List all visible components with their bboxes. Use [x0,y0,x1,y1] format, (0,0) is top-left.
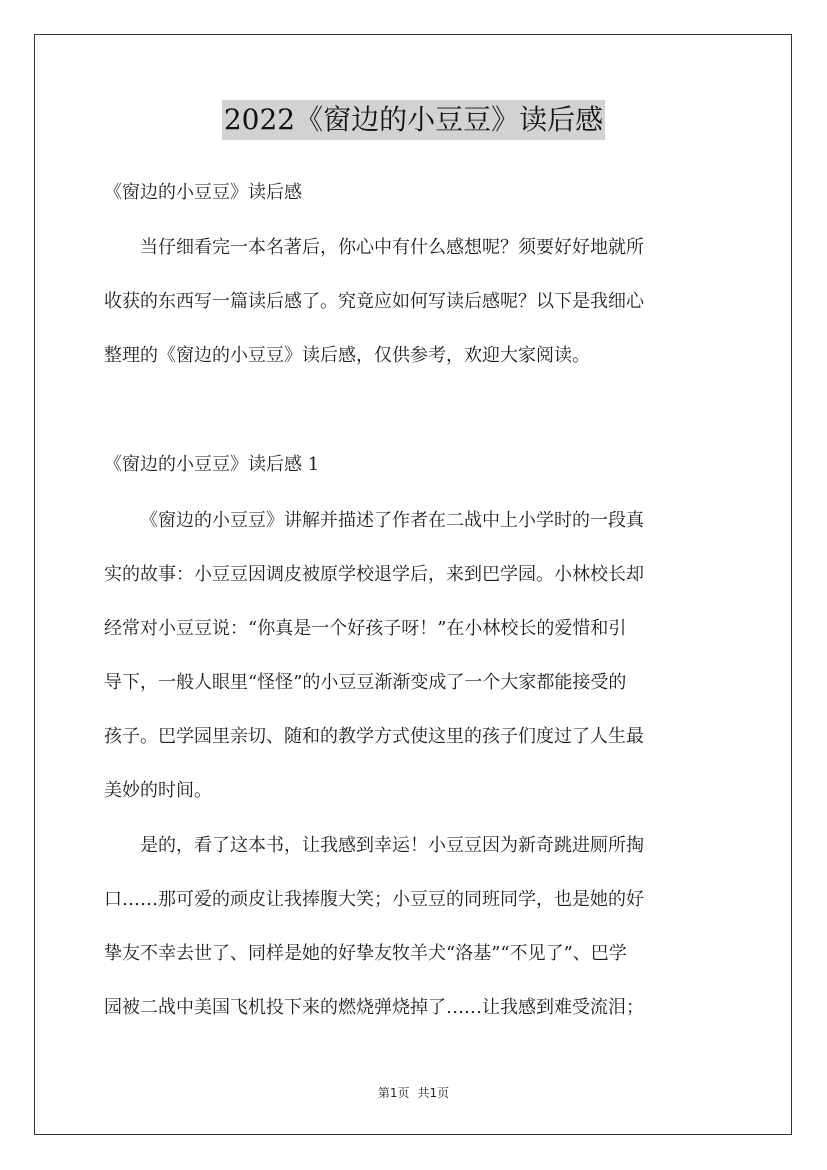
intro-line-1: 当仔细看完一本名著后，你心中有什么感想呢？须要好好地就所 [140,237,644,258]
subtitle: 《窗边的小豆豆》读后感 [104,182,302,203]
title-container [0,100,827,140]
paragraph-line: 《窗边的小豆豆》讲解并描述了作者在二战中上小学时的一段真 [140,510,644,531]
intro-line-2: 收获的东西写一篇读后感了。究竟应如何写读后感呢？以下是我细心 [104,291,644,312]
paragraph-line: 经常对小豆豆说：“你真是一个好孩子呀！”在小林校长的爱惜和引 [104,618,627,639]
paragraph-line: 孩子。巴学园里亲切、随和的教学方式使这里的孩子们度过了人生最 [104,726,644,747]
page-footer [0,1084,827,1101]
document-title: 2022《窗边的小豆豆》读后感 [222,100,605,140]
intro-line-3: 整理的《窗边的小豆豆》读后感，仅供参考，欢迎大家阅读。 [104,345,590,366]
paragraph-line: 导下，一般人眼里“怪怪”的小豆豆渐渐变成了一个大家都能接受的 [104,672,627,693]
paragraph-line: 口……那可爱的顽皮让我捧腹大笑；小豆豆的同班同学，也是她的好 [104,889,644,910]
paragraph-line: 是的，看了这本书，让我感到幸运！小豆豆因为新奇跳进厕所掏 [140,835,644,856]
paragraph-line: 美妙的时间。 [104,780,212,801]
paragraph-line: 园被二战中美国飞机投下来的燃烧弹烧掉了……让我感到难受流泪； [104,997,644,1018]
paragraph-line: 实的故事：小豆豆因调皮被原学校退学后，来到巴学园。小林校长却 [104,564,644,585]
page-total: 共1页 [417,1086,450,1100]
paragraph-line: 挚友不幸去世了、同样是她的好挚友牧羊犬“洛基”“不见了”、巴学 [104,943,627,964]
page-number: 第1页 [377,1086,410,1100]
section-heading: 《窗边的小豆豆》读后感 1 [104,454,320,475]
